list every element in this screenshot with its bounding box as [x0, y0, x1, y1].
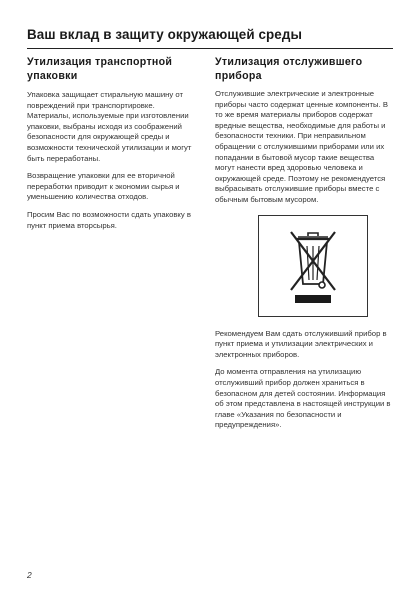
page-title: Ваш вклад в защиту окружающей среды: [27, 27, 302, 42]
left-column: [27, 55, 199, 238]
page-number: 2: [27, 570, 32, 580]
title-divider: [27, 48, 393, 49]
old-appliance-paragraph-3: До момента отправления на утилизацию отслуживший прибор должен храниться в безопасном для детей состоянии. Информация об этом представлена в настоящей инструкции в главе «Указания по безопасности и предупреждения».: [215, 367, 391, 430]
crossed-out-wheelie-bin-icon: [282, 226, 344, 306]
packaging-paragraph-1: Упаковка защищает стиральную машину от повреждений при транспортировке. Материалы, используемые при изготовлении упаковки, выбраны исходя из соображений безопасности для окружающей среды и возможности технической утилизации и могут быть переработаны.: [27, 90, 192, 163]
weee-symbol-box: [258, 215, 368, 317]
old-appliance-heading: Утилизация отслужившего прибора: [215, 56, 363, 82]
packaging-heading: Утилизация транспортной упаковки: [27, 56, 173, 82]
right-column: [215, 55, 393, 438]
old-appliance-paragraph-2: Рекомендуем Вам сдать отслуживший прибор в пункт приема и утилизации электрических и электронных приборов.: [215, 328, 387, 359]
packaging-paragraph-3: Просим Вас по возможности сдать упаковку в пункт приема вторсырья.: [27, 209, 191, 230]
packaging-paragraph-2: Возвращение упаковки для ее вторичной переработки приводит к экономии сырья и уменьшению количества отходов.: [27, 171, 180, 202]
old-appliance-paragraph-1: Отслужившие электрические и электронные приборы часто содержат ценные компоненты. В то же время материалы приборов содержат вредные вещества, необходимые для работы и безопасности техники. При неправильном обращении с отслужившими приборами или их попадании в бытовой мусор такие вещества могут нанести вред здоровью человека и окружающей среде. Поэтому не рекомендуется выбрасывать отслужившие приборы вместе с обычным бытовым мусором.: [215, 89, 388, 204]
